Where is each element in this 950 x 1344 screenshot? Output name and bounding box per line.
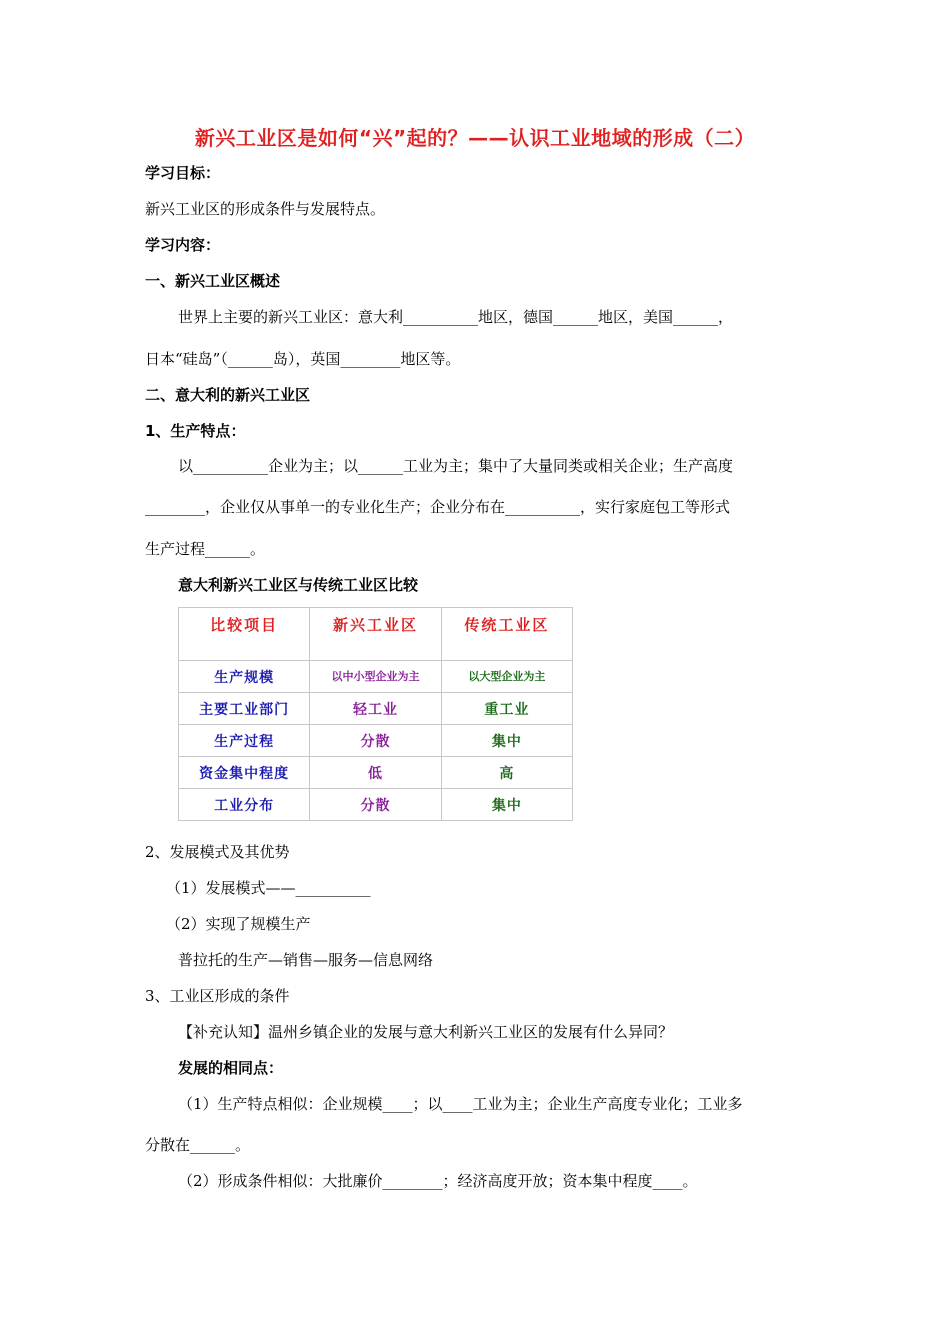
- table-cell: 分散: [310, 789, 441, 821]
- table-cell: 集中: [441, 789, 572, 821]
- table-header-cell: 新兴工业区: [310, 608, 441, 661]
- supplement-question: 【补充认知】温州乡镇企业的发展与意大利新兴工业区的发展有什么异同？: [178, 1023, 674, 1041]
- table-cell: 生产过程: [179, 725, 310, 757]
- table-cell: 集中: [441, 725, 572, 757]
- section1-heading: 一、新兴工业区概述: [145, 272, 281, 290]
- features-line3: 生产过程______。: [145, 540, 266, 558]
- formation-conditions-heading: 3、工业区形成的条件: [145, 987, 290, 1005]
- table-header-cell: 传统工业区: [441, 608, 572, 661]
- table-row: [179, 725, 573, 757]
- development-model-item1: （1）发展模式——__________: [166, 879, 371, 897]
- content-heading: 学习内容：: [145, 236, 221, 254]
- same-point2: （2）形成条件相似：大批廉价________；经济高度开放；资本集中程度____。: [178, 1172, 698, 1190]
- same-point1-line2: 分散在______。: [145, 1136, 251, 1154]
- table-row: [179, 661, 573, 693]
- table-cell: 工业分布: [179, 789, 310, 821]
- features-line2: ________，企业仅从事单一的专业化生产；企业分布在__________，实行家庭包工等形式: [145, 498, 731, 516]
- table-title: 意大利新兴工业区与传统工业区比较: [178, 576, 419, 594]
- table-cell: 轻工业: [310, 693, 441, 725]
- goal-heading: 学习目标：: [145, 164, 221, 182]
- section1-line2: 日本“硅岛”（______岛），英国________地区等。: [145, 350, 461, 368]
- same-point1-line1: （1）生产特点相似：企业规模____；以____工业为主；企业生产高度专业化；工业多: [178, 1095, 743, 1113]
- table-cell: 重工业: [441, 693, 572, 725]
- table-cell: 主要工业部门: [179, 693, 310, 725]
- production-features-heading: 1、生产特点：: [145, 422, 246, 440]
- section2-heading: 二、意大利的新兴工业区: [145, 386, 311, 404]
- table-cell: 以大型企业为主: [441, 661, 572, 693]
- features-line1: 以__________企业为主；以______工业为主；集中了大量同类或相关企业；生产高度: [178, 457, 734, 475]
- table-row: [179, 757, 573, 789]
- section1-line1: 世界上主要的新兴工业区：意大利__________地区，德国______地区，美国______，: [178, 308, 734, 326]
- table-cell: 以中小型企业为主: [310, 661, 441, 693]
- table-cell: 分散: [310, 725, 441, 757]
- table-row: [179, 693, 573, 725]
- table-row: [179, 789, 573, 821]
- development-model-item2: （2）实现了规模生产: [166, 915, 311, 933]
- development-model-heading: 2、发展模式及其优势: [145, 843, 290, 861]
- prato-network: 普拉托的生产—销售—服务—信息网络: [178, 951, 434, 969]
- goal-text: 新兴工业区的形成条件与发展特点。: [145, 200, 386, 218]
- page-title: 新兴工业区是如何“兴”起的？——认识工业地域的形成（二）: [194, 126, 756, 150]
- table-cell: 高: [441, 757, 572, 789]
- table-header-row: [179, 608, 573, 661]
- table-cell: 低: [310, 757, 441, 789]
- comparison-table: [178, 607, 573, 821]
- same-points-heading: 发展的相同点：: [178, 1059, 284, 1077]
- table-cell: 资金集中程度: [179, 757, 310, 789]
- table-cell: 生产规模: [179, 661, 310, 693]
- table-header-cell: 比较项目: [179, 608, 310, 661]
